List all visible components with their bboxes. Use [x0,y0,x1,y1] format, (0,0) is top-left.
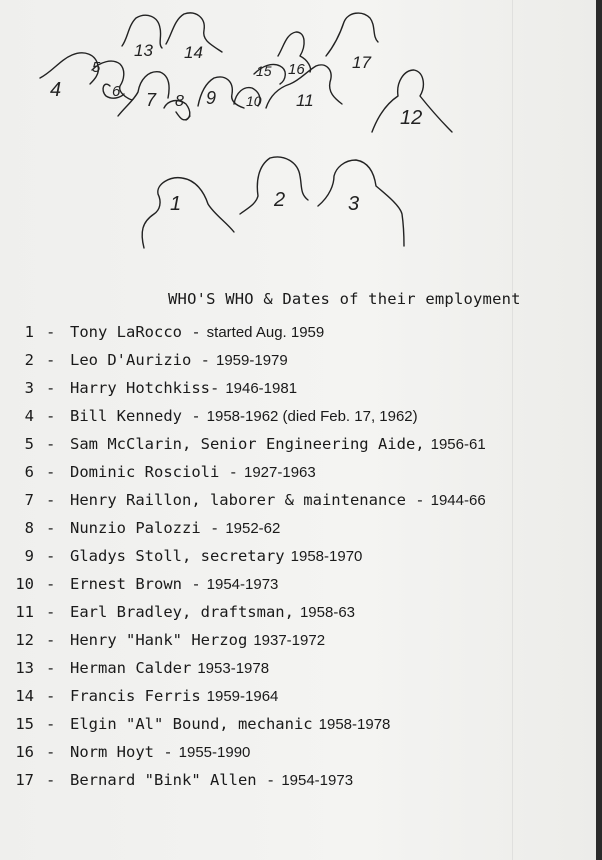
employee-entry [70,430,486,459]
svg-text:15: 15 [256,63,272,79]
employee-entry [70,514,280,543]
svg-text:1: 1 [170,193,182,215]
employee-number: 6 [24,463,34,481]
employee-name: Francis Ferris [70,687,201,705]
employee-number: 7 [24,491,34,509]
employee-number: 2 [24,351,34,369]
separator-dash: - [46,631,56,649]
separator-dash: - [46,743,56,761]
employee-row [0,514,600,542]
employment-dates: started Aug. 1959 [206,324,325,341]
svg-text:6: 6 [112,83,121,100]
separator-dash: - [46,323,56,341]
employment-dates: 1946-1981 [225,380,298,397]
employee-name: Henry Raillon, laborer & maintenance - [70,491,425,509]
employment-dates: 1944-66 [430,492,486,509]
employee-entry [70,346,288,375]
employment-dates: 1958-1970 [290,548,363,565]
svg-text:17: 17 [352,53,371,72]
employee-entry [70,738,250,767]
employee-row [0,430,600,458]
employment-dates: 1958-1978 [318,716,391,733]
employee-entry [70,710,390,739]
employee-number: 14 [15,687,34,705]
employee-number: 10 [15,575,34,593]
separator-dash: - [46,351,56,369]
employee-name: Ernest Brown - [70,575,201,593]
svg-text:11: 11 [296,91,314,110]
employee-name: Nunzio Palozzi - [70,519,220,537]
employee-number: 5 [24,435,34,453]
svg-text:4: 4 [50,79,62,101]
employee-name: Henry "Hank" Herzog [70,631,248,649]
employee-number: 11 [15,603,34,621]
employee-name: Gladys Stoll, secretary [70,547,285,565]
employee-row [0,626,600,654]
svg-text:3: 3 [348,193,360,215]
employee-entry [70,542,362,571]
employee-row [0,542,600,570]
separator-dash: - [46,603,56,621]
employee-entry [70,682,278,711]
employee-number: 1 [24,323,34,341]
separator-dash: - [46,659,56,677]
employee-name: Tony LaRocco - [70,323,201,341]
employee-entry [70,654,269,683]
employee-entry [70,458,316,487]
employee-row [0,402,600,430]
employment-dates: 1959-1964 [206,688,279,705]
employee-row [0,346,600,374]
svg-text:9: 9 [206,88,217,108]
employee-number: 9 [24,547,34,565]
separator-dash: - [46,687,56,705]
employee-name: Earl Bradley, draftsman, [70,603,294,621]
employee-entry [70,626,325,655]
employment-dates: 1955-1990 [178,744,251,761]
separator-dash: - [46,547,56,565]
svg-text:14: 14 [184,43,203,62]
employee-name: Leo D'Aurizio - [70,351,210,369]
employee-name: Harry Hotchkiss- [70,379,220,397]
employee-row [0,458,600,486]
employee-row [0,766,600,794]
separator-dash: - [46,715,56,733]
employee-entry [70,598,355,627]
employment-dates: 1959-1979 [215,352,288,369]
separator-dash: - [46,771,56,789]
employment-dates: 1952-62 [225,520,281,537]
employee-name: Bill Kennedy - [70,407,201,425]
employee-entry [70,570,278,599]
employee-entry [70,374,297,403]
employee-name: Elgin "Al" Bound, mechanic [70,715,313,733]
employment-dates: 1954-1973 [206,576,279,593]
employment-dates: 1954-1973 [281,772,354,789]
separator-dash: - [46,491,56,509]
employee-name: Dominic Roscioli - [70,463,238,481]
employee-name: Norm Hoyt - [70,743,173,761]
employment-dates: 1953-1978 [197,660,270,677]
page-heading: WHO'S WHO & Dates of their employment [168,290,521,308]
employee-number: 13 [15,659,34,677]
employee-row [0,318,600,346]
employee-row [0,486,600,514]
employee-name: Sam McClarin, Senior Engineering Aide, [70,435,425,453]
separator-dash: - [46,575,56,593]
employment-dates: 1958-63 [299,604,356,621]
employee-number: 16 [15,743,34,761]
employee-number: 8 [24,519,34,537]
group-silhouette-sketch [0,0,602,270]
separator-dash: - [46,519,56,537]
employee-number: 4 [24,407,34,425]
svg-text:8: 8 [175,93,184,110]
employee-row [0,374,600,402]
svg-text:13: 13 [134,41,153,60]
employee-number: 3 [24,379,34,397]
employee-row [0,598,600,626]
svg-text:5: 5 [92,59,101,76]
svg-text:7: 7 [146,90,157,110]
employment-dates: 1927-1963 [243,464,316,481]
separator-dash: - [46,435,56,453]
employee-list [0,318,600,794]
employment-dates: 1956-61 [430,436,486,453]
svg-text:12: 12 [400,107,423,129]
employment-dates: 1958-1962 (died Feb. 17, 1962) [206,408,418,425]
employee-row [0,738,600,766]
employee-entry [70,318,324,347]
employee-number: 17 [15,771,34,789]
separator-dash: - [46,379,56,397]
employee-entry [70,402,418,431]
employee-entry [70,766,353,795]
separator-dash: - [46,463,56,481]
employee-name: Bernard "Bink" Allen - [70,771,276,789]
svg-text:10: 10 [246,93,262,109]
employee-row [0,682,600,710]
employee-number: 15 [15,715,34,733]
employee-row [0,710,600,738]
scan-edge [596,0,602,860]
employee-row [0,570,600,598]
employment-dates: 1937-1972 [253,632,326,649]
employee-name: Herman Calder [70,659,192,677]
separator-dash: - [46,407,56,425]
employee-row [0,654,600,682]
employee-number: 12 [15,631,34,649]
employee-entry [70,486,486,515]
svg-text:2: 2 [274,189,286,211]
svg-text:16: 16 [288,61,305,78]
